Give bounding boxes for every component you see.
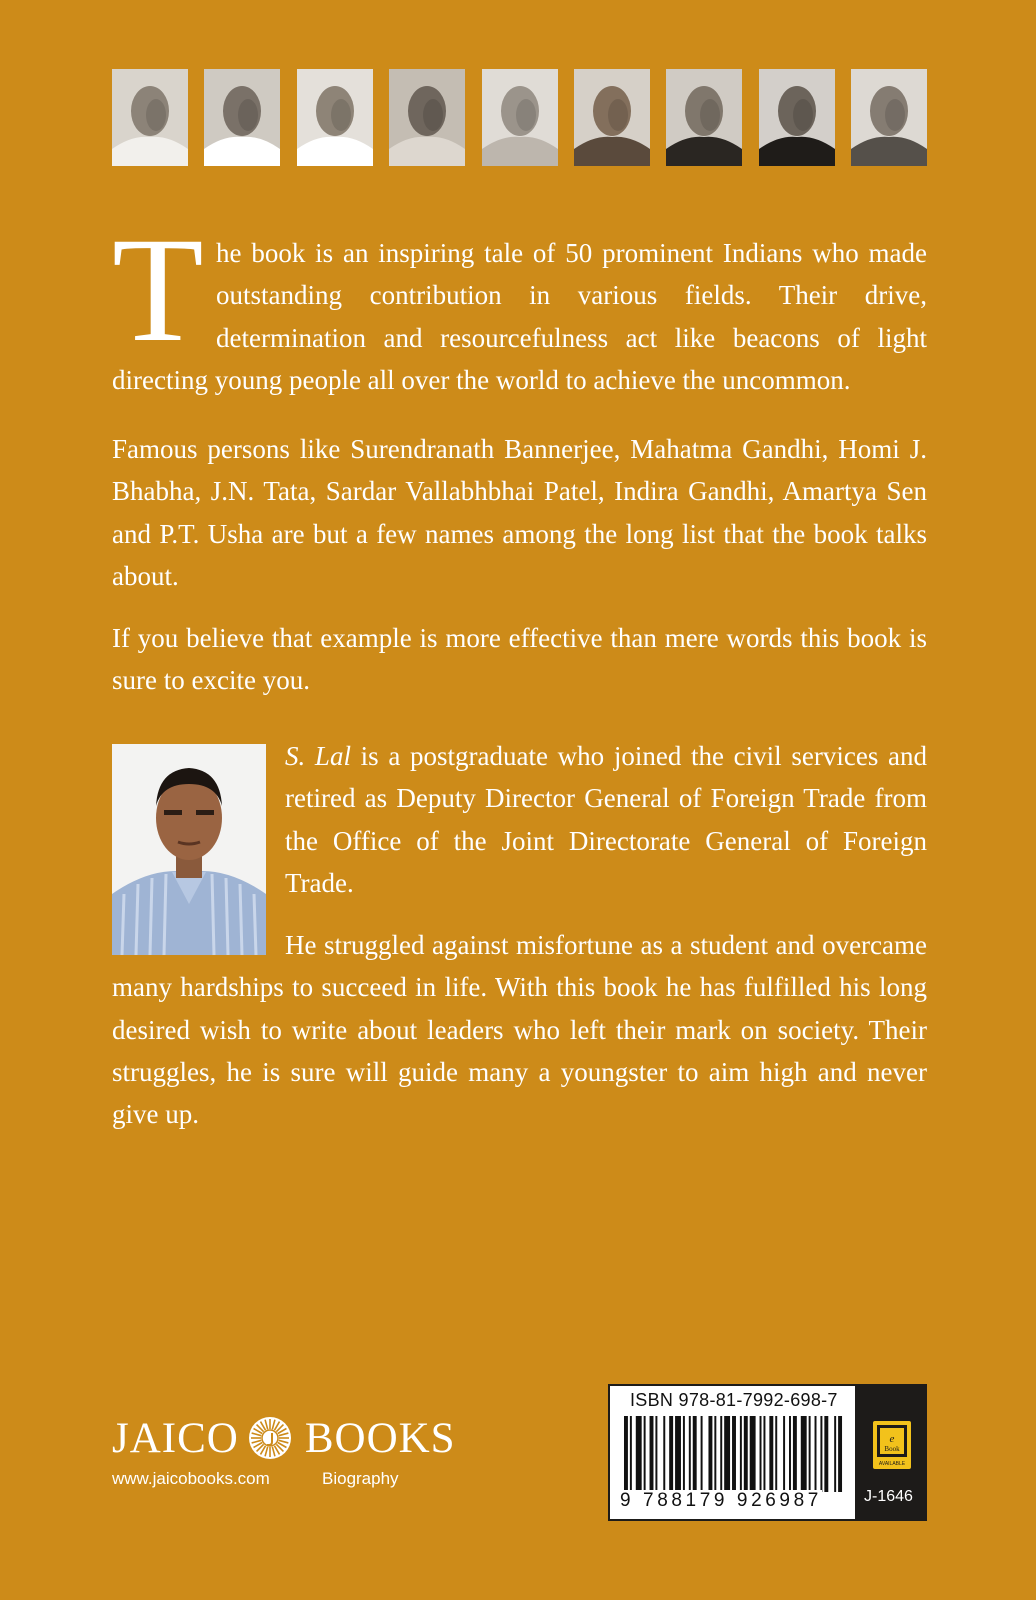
publisher-website: www.jaicobooks.com [112, 1469, 270, 1488]
author-bio-2-text: He struggled against misfortune as a student and overcame many hardships to succeed in life. With this book he has fulfilled his long desired wish to write about leaders who left their mark on society. Their struggles, he is sure will guide many a youngster to aim high and never give up. [112, 930, 927, 1130]
publisher-name-left: JAICO [112, 1414, 239, 1462]
author-bio-2 [112, 924, 927, 1135]
author-name: S. Lal [285, 741, 351, 771]
ebook-badge-icon [872, 1420, 912, 1470]
publisher-name-right: BOOKS [304, 1414, 456, 1462]
barcode-digits: 9 788179 926987 [620, 1490, 822, 1511]
ebook-badge-text: Book [884, 1445, 900, 1453]
portrait-3 [297, 69, 373, 166]
barcode-box [608, 1384, 927, 1521]
portrait-9 [851, 69, 927, 166]
ebook-badge-sub: AVAILABLE [878, 1461, 906, 1467]
author-bio-text: is a postgraduate who joined the civil services and retired as Deputy Director General of Foreign Trade from the Office of the Joint Directorate General of Foreign Trade. [285, 741, 927, 898]
publisher-logo [112, 1413, 456, 1463]
blurb-paragraph-1 [112, 207, 927, 401]
author-bio [285, 735, 927, 904]
portrait-2 [204, 69, 280, 166]
barcode-panel [610, 1386, 855, 1519]
isbn-label: ISBN 978-81-7992-698-7 [630, 1390, 838, 1410]
blurb-paragraph-2: Famous persons like Surendranath Bannerjee, Mahatma Gandhi, Homi J. Bhabha, J.N. Tata, Sardar Vallabhbhai Patel, Indira Gandhi, Amartya Sen and P.T. Usha are but a few names among the long list that the book talks about. [112, 434, 927, 591]
drop-cap: T [112, 207, 204, 373]
portrait-4 [389, 69, 465, 166]
portrait-6 [574, 69, 650, 166]
blurb-paragraph-1-text: he book is an inspiring tale of 50 prominent Indians who made outstanding contribution in various fields. Their drive, determination and resourcefulness act like beacons of light directing young people all over the world to achieve the uncommon. [112, 238, 927, 395]
catalog-code: J-1646 [864, 1488, 913, 1505]
portrait-strip [112, 69, 927, 166]
portrait-8 [759, 69, 835, 166]
portrait-5 [482, 69, 558, 166]
portrait-1 [112, 69, 188, 166]
blurb-paragraph-3: If you believe that example is more effective than mere words this book is sure to excite you. [112, 623, 927, 696]
svg-text:e: e [889, 1433, 895, 1445]
portrait-7 [666, 69, 742, 166]
wheel-icon [248, 1416, 292, 1460]
barcode-bars [624, 1416, 844, 1492]
book-genre: Biography [322, 1469, 399, 1488]
